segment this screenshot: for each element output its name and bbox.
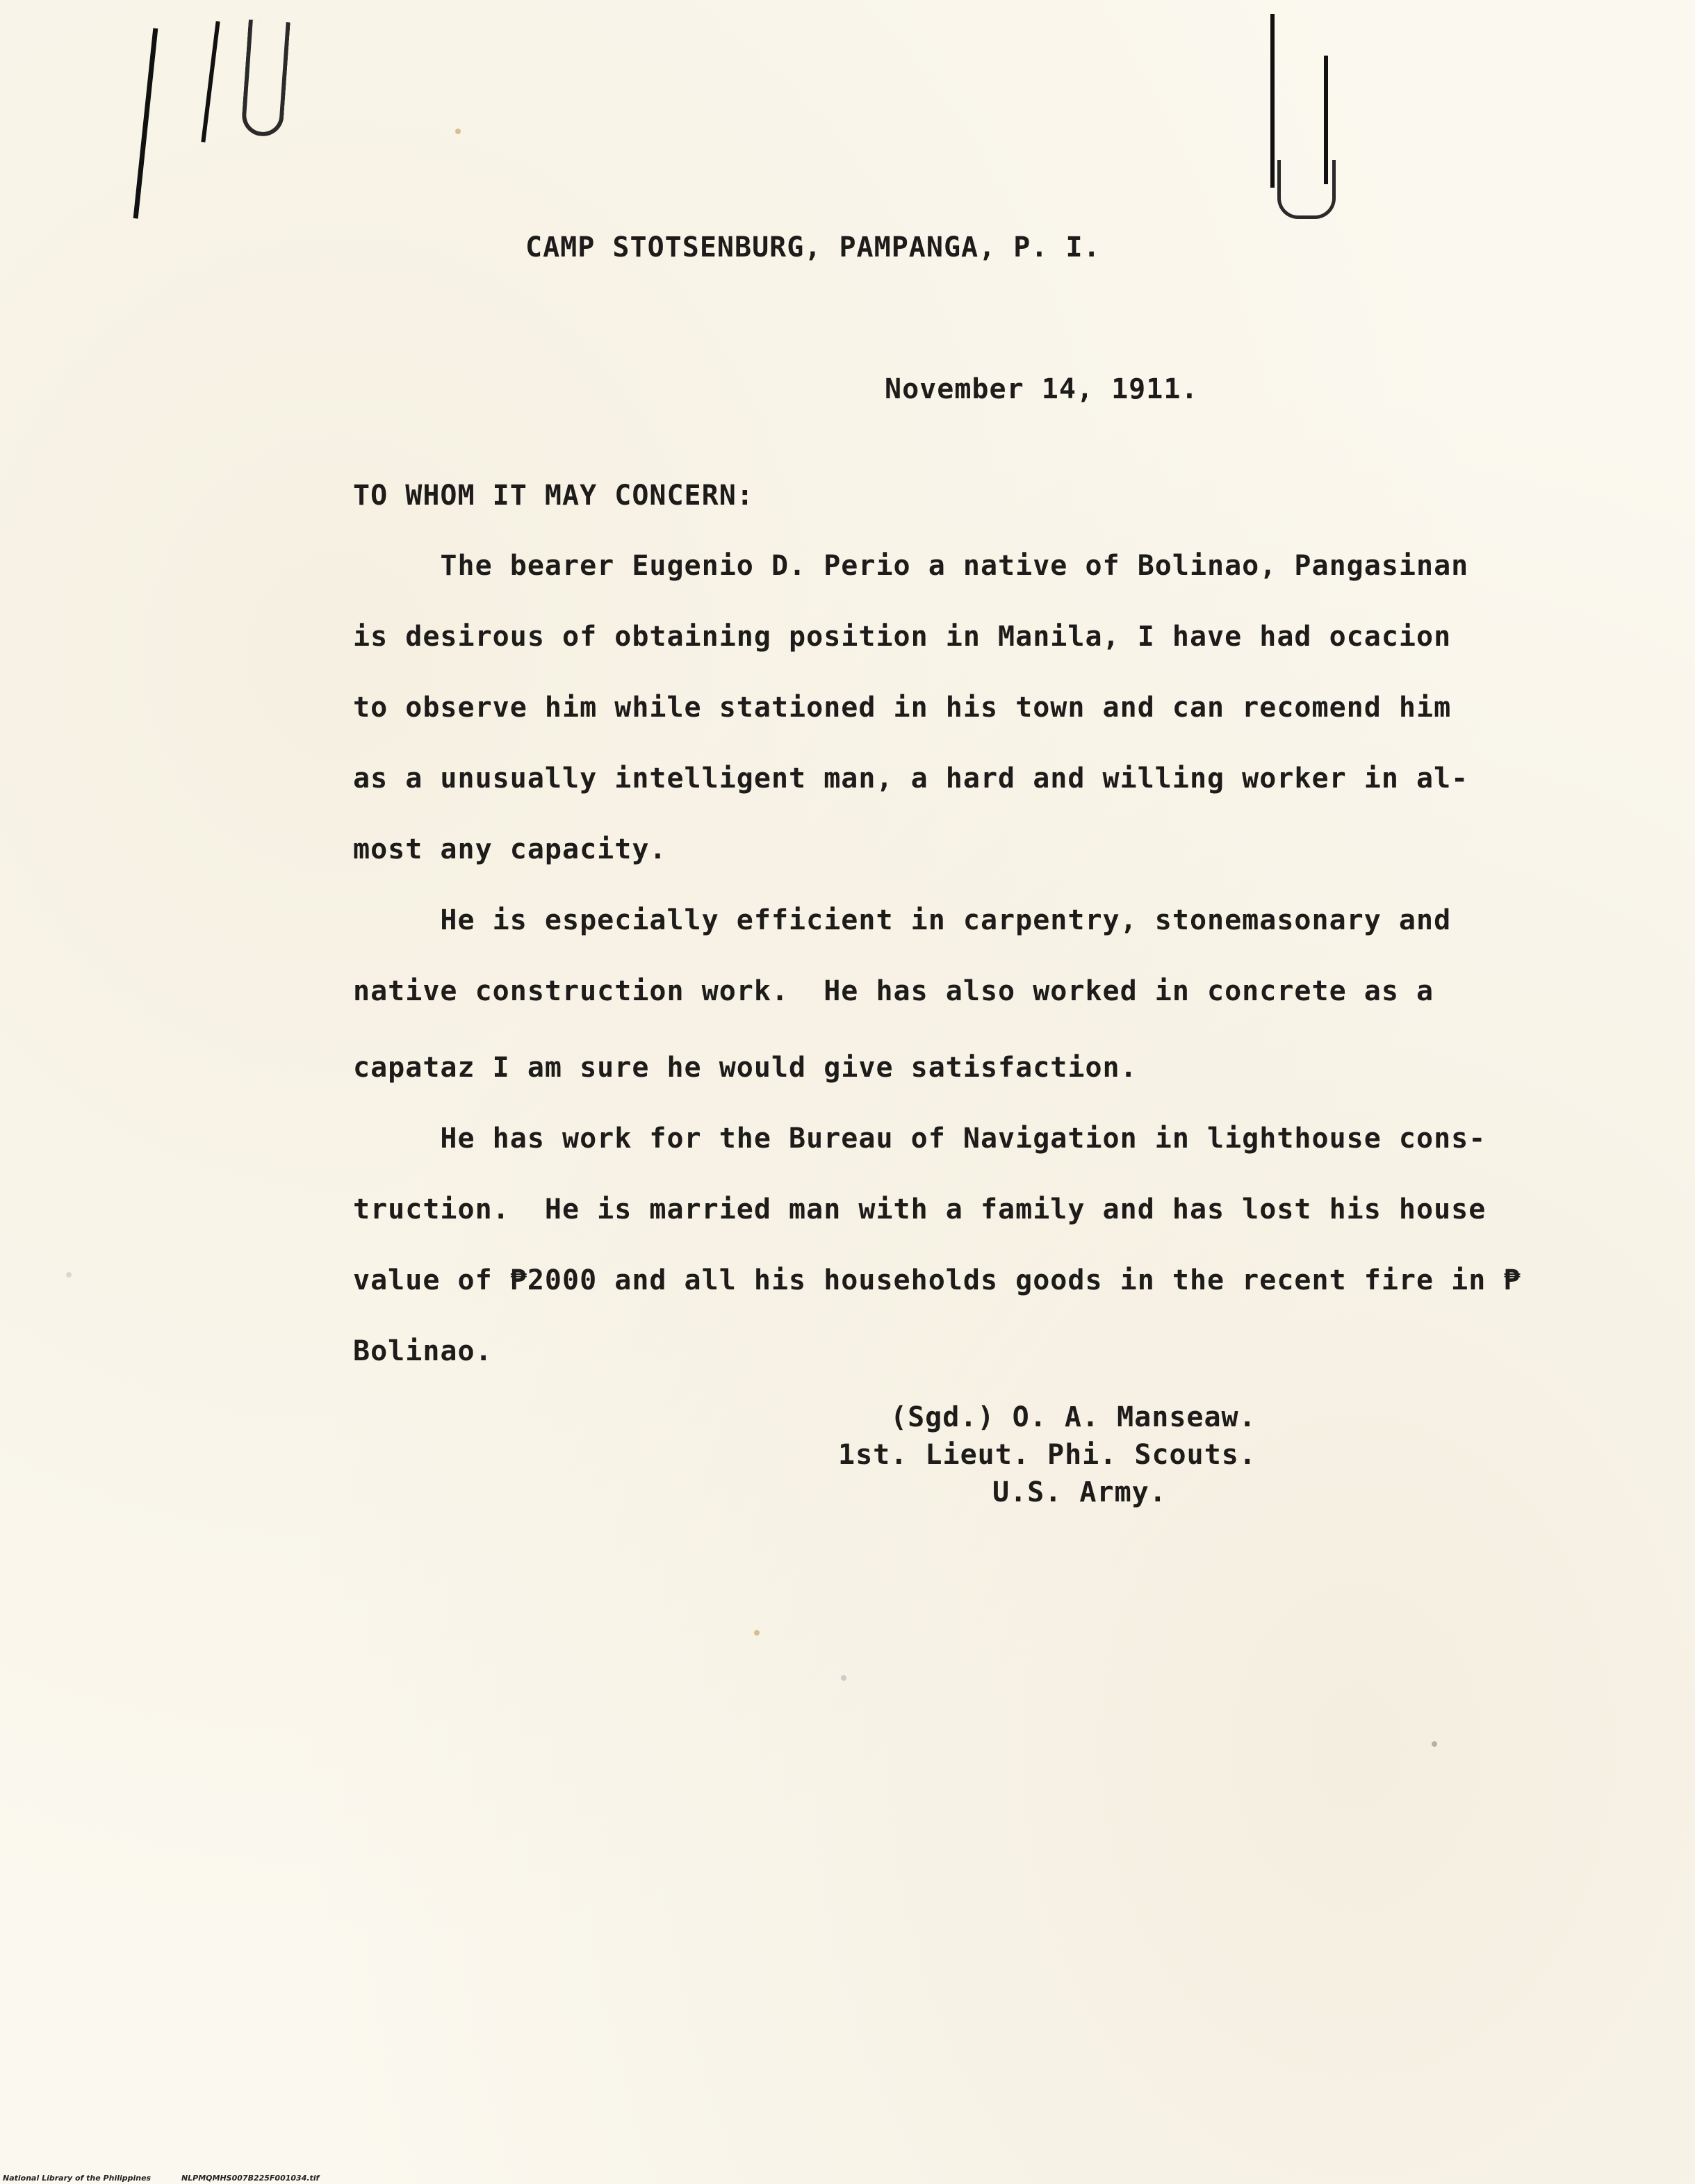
body-line: is desirous of obtaining position in Manila, I have had ocacion [353, 621, 1452, 653]
archive-name: National Library of the Philippines [3, 2174, 152, 2183]
body-line: He has work for the Bureau of Navigation in lighthouse cons- [353, 1123, 1487, 1155]
body-line: as a unusually intelligent man, a hard and willing worker in al- [353, 763, 1469, 794]
paper-speck [66, 1272, 72, 1278]
body-line: Bolinao. [353, 1335, 493, 1367]
paper-speck [754, 1630, 760, 1636]
letter-date: November 14, 1911. [885, 373, 1199, 405]
paper-speck [841, 1675, 846, 1681]
handwritten-mark-1 [133, 28, 158, 218]
handwritten-mark-3 [1270, 14, 1275, 188]
paper-speck [455, 129, 461, 134]
body-line: He is especially efficient in carpentry, stonemasonary and [353, 904, 1452, 936]
handwritten-mark-2 [201, 21, 220, 142]
letter-body [353, 546, 1521, 1402]
body-line: to observe him while stationed in his town and can recomend him [353, 692, 1452, 724]
body-line: The bearer Eugenio D. Perio a native of Bolinao, Pangasinan [353, 550, 1469, 582]
salutation: TO WHOM IT MAY CONCERN: [353, 480, 754, 512]
body-line: most any capacity. [353, 833, 667, 865]
body-line: value of ₱2000 and all his households goods in the recent fire in ₱ [353, 1264, 1521, 1296]
body-line: capataz I am sure he would give satisfaction. [353, 1052, 1138, 1084]
paper-speck [1432, 1741, 1437, 1747]
body-line: truction. He is married man with a family and has lost his house [353, 1193, 1487, 1225]
signature-line-1: (Sgd.) O. A. Manseaw. [890, 1401, 1256, 1433]
letterhead: CAMP STOTSENBURG, PAMPANGA, P. I. [525, 231, 1101, 263]
paper-clip-right [1277, 160, 1336, 219]
archive-filename: NLPMQMHS007B225F001034.tif [181, 2174, 320, 2183]
archive-footer [3, 2174, 347, 2183]
body-line: native construction work. He has also worked in concrete as a [353, 975, 1434, 1007]
paper-clip-left [240, 19, 290, 138]
signature-line-3: U.S. Army. [992, 1476, 1167, 1508]
signature-line-2: 1st. Lieut. Phi. Scouts. [838, 1439, 1256, 1471]
